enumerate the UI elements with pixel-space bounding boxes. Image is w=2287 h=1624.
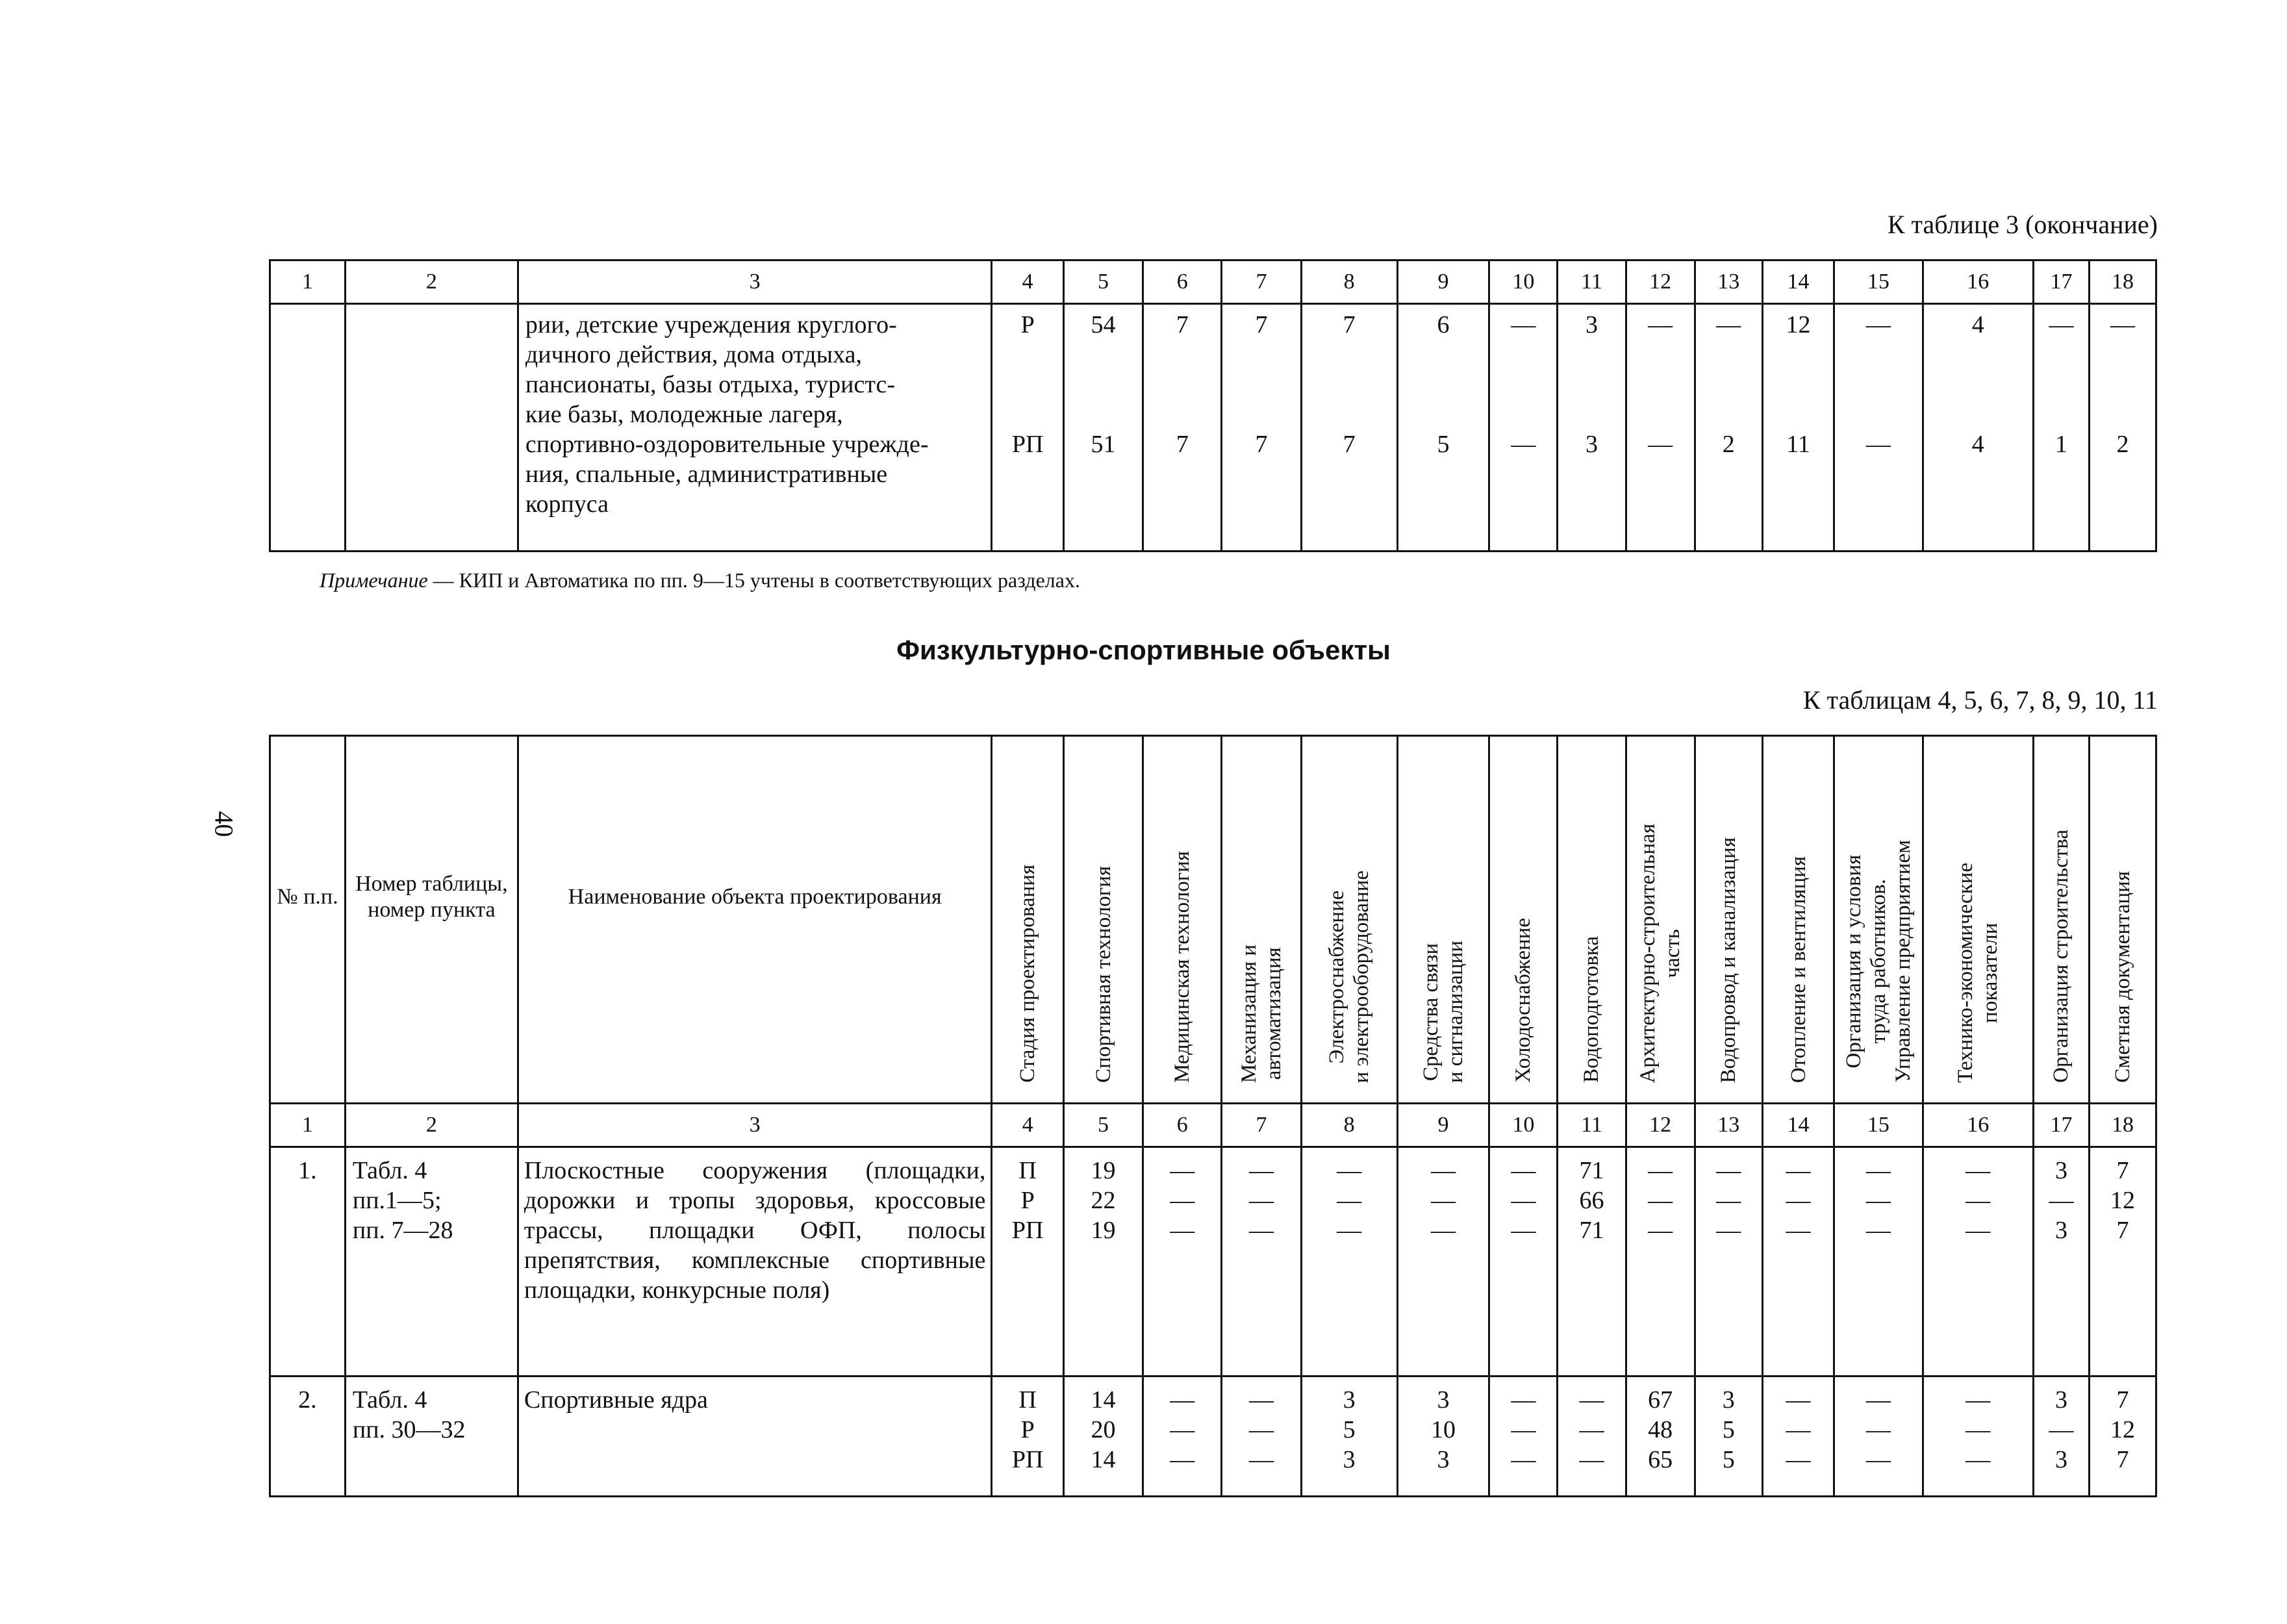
row-value: — — [1965, 1157, 1991, 1184]
table3-col-number: 13 — [1695, 260, 1762, 304]
row-value: — — [1865, 1446, 1891, 1473]
table3-description — [518, 304, 991, 552]
table4-col-number: 5 — [1063, 1104, 1143, 1147]
table4-col-number: 13 — [1695, 1104, 1762, 1147]
row-value: — — [2049, 1187, 2074, 1214]
row-value: 20 — [1091, 1416, 1116, 1443]
table3-value: 7 — [1176, 311, 1189, 338]
table3-value: 7 — [1176, 431, 1189, 458]
table4-col-number: 17 — [2034, 1104, 2090, 1147]
row-value: — — [1430, 1157, 1456, 1184]
note — [320, 568, 1080, 592]
row-value-cell — [1762, 1377, 1834, 1497]
row-value: — — [1865, 1386, 1891, 1414]
row-value: — — [1648, 1187, 1673, 1214]
table3-col-number: 12 — [1626, 260, 1695, 304]
row-value: 19 — [1091, 1217, 1116, 1244]
row-value-cell — [1695, 1377, 1762, 1497]
header-vertical — [1143, 736, 1222, 1104]
row-value: — — [1965, 1446, 1991, 1473]
row-value: — — [1170, 1416, 1195, 1443]
table3-value: — — [1865, 311, 1891, 338]
row-value: — — [1337, 1157, 1362, 1184]
header-vertical-text: Организация и условия труда работников. Управление предприятием — [1841, 840, 1915, 1083]
table3-value-cell — [1762, 304, 1834, 552]
header-vertical — [1762, 736, 1834, 1104]
header-vertical — [2034, 736, 2090, 1104]
table4-col-number: 12 — [1626, 1104, 1695, 1147]
row-value: — — [1648, 1157, 1673, 1184]
table3-caption: К таблице 3 (окончание) — [1887, 210, 2158, 239]
header-vertical-text: Стадия проектирования — [1016, 865, 1040, 1083]
table3-col-number: 14 — [1762, 260, 1834, 304]
row-value: — — [2049, 1416, 2074, 1443]
table4-caption: К таблицам 4, 5, 6, 7, 8, 9, 10, 11 — [1802, 685, 2158, 715]
header-vertical — [1626, 736, 1695, 1104]
row-value: 3 — [2054, 1217, 2067, 1244]
table3-value-cell — [1222, 304, 1301, 552]
header-vertical — [1489, 736, 1558, 1104]
row-stage: РП — [1011, 1446, 1044, 1473]
row-table-ref — [345, 1377, 518, 1497]
header-vertical-text: Спортивная технология — [1091, 866, 1115, 1083]
row-value-cell — [1626, 1147, 1695, 1377]
table3-value: 5 — [1437, 431, 1450, 458]
row-value: — — [1865, 1217, 1891, 1244]
row-value: — — [1511, 1187, 1536, 1214]
table3-value: — — [2110, 311, 2135, 338]
table3-cell-num — [270, 304, 346, 552]
row-value-cell — [2034, 1147, 2090, 1377]
table3-col-number: 1 — [270, 260, 346, 304]
table3-cell-ref — [345, 304, 518, 552]
row-value: — — [1170, 1446, 1195, 1473]
row-table-ref-line: пп.1—5; — [352, 1187, 442, 1214]
table3-col-number: 9 — [1397, 260, 1489, 304]
row-value: — — [1170, 1187, 1195, 1214]
table3-col-number: 10 — [1489, 260, 1558, 304]
row-value-cell — [1063, 1377, 1143, 1497]
header-table-ref: Номер таблицы, номер пункта — [345, 736, 518, 1104]
table3-col-number: 2 — [345, 260, 518, 304]
row-value: — — [1579, 1416, 1604, 1443]
header-vertical — [1063, 736, 1143, 1104]
row-value-cell — [2034, 1377, 2090, 1497]
table3-value: 11 — [1786, 431, 1810, 458]
table4-row — [270, 1377, 2156, 1497]
header-vertical — [1695, 736, 1762, 1104]
table3-description-line: корпуса — [525, 490, 609, 518]
table3-stage: Р — [1020, 311, 1035, 338]
header-vertical — [1301, 736, 1397, 1104]
row-value: — — [1249, 1187, 1274, 1214]
row-value: 65 — [1648, 1446, 1673, 1473]
table3-col-number: 17 — [2034, 260, 2090, 304]
table3-value-cell — [2034, 304, 2090, 552]
row-value: 3 — [1437, 1446, 1450, 1473]
table4-col-number: 9 — [1397, 1104, 1489, 1147]
table3-value: — — [1648, 431, 1673, 458]
row-number: 1. — [270, 1147, 346, 1377]
table3-value: — — [1511, 311, 1536, 338]
row-value: — — [1249, 1217, 1274, 1244]
header-num: № п.п. — [270, 736, 346, 1104]
row-value-cell — [1143, 1147, 1222, 1377]
table3-description-line: рии, детские учреждения круглого- — [525, 311, 897, 338]
table3-value-cell — [1143, 304, 1222, 552]
table3-col-number: 6 — [1143, 260, 1222, 304]
table4-col-number: 15 — [1834, 1104, 1923, 1147]
row-value: — — [1786, 1157, 1811, 1184]
row-value: 3 — [2054, 1157, 2067, 1184]
row-value: — — [1337, 1187, 1362, 1214]
row-value: — — [1249, 1157, 1274, 1184]
header-object-name: Наименование объекта проектирования — [518, 736, 991, 1104]
row-stages — [992, 1377, 1063, 1497]
table3-value-cell — [2089, 304, 2156, 552]
table3-value: 54 — [1091, 311, 1116, 338]
row-value: 3 — [1343, 1446, 1356, 1473]
row-value: 3 — [1437, 1386, 1450, 1414]
row-object-name: Плоскостные сооружения (площадки, дорожки и тропы здоровья, кроссовые трассы, площадки ОФП, полосы препятствия, комплексные спортивные площадки, конкурсные поля) — [518, 1147, 991, 1377]
table3-value: 1 — [2054, 431, 2067, 458]
header-vertical-text: Технико-экономические показатели — [1954, 863, 2003, 1083]
row-table-ref-line: Табл. 4 — [352, 1157, 427, 1184]
row-value: 48 — [1648, 1416, 1673, 1443]
table4-col-number: 8 — [1301, 1104, 1397, 1147]
row-value: — — [1716, 1157, 1741, 1184]
row-value: 3 — [1722, 1386, 1735, 1414]
row-value: — — [1579, 1446, 1604, 1473]
row-value-cell — [1558, 1147, 1626, 1377]
row-value-cell — [1489, 1147, 1558, 1377]
row-value: — — [1511, 1386, 1536, 1414]
row-value: — — [1716, 1187, 1741, 1214]
header-vertical-text: Механизация и автоматизация — [1237, 944, 1286, 1083]
row-value: 7 — [2116, 1386, 2129, 1414]
table4-col-number: 14 — [1762, 1104, 1834, 1147]
row-value: 3 — [1343, 1386, 1356, 1414]
row-stage: П — [1018, 1386, 1037, 1414]
table3-description-line: ния, спальные, административные — [525, 461, 888, 488]
table3-row — [270, 304, 2156, 552]
row-value: — — [1865, 1157, 1891, 1184]
table3-value: 12 — [1786, 311, 1811, 338]
row-value: 14 — [1091, 1446, 1116, 1473]
table3-continuation — [269, 259, 2157, 552]
row-value-cell — [1762, 1147, 1834, 1377]
row-value-cell — [1834, 1377, 1923, 1497]
row-value: 12 — [2110, 1416, 2135, 1443]
row-value: — — [1170, 1157, 1195, 1184]
row-table-ref-line: пп. 30—32 — [352, 1416, 466, 1443]
row-value-cell — [2089, 1147, 2156, 1377]
table4-col-number: 3 — [518, 1104, 991, 1147]
table3-value: — — [1511, 431, 1536, 458]
table3-col-number: 18 — [2089, 260, 2156, 304]
table3-value: 7 — [1255, 431, 1268, 458]
row-value: — — [1965, 1386, 1991, 1414]
header-vertical — [1222, 736, 1301, 1104]
table4-col-number: 2 — [345, 1104, 518, 1147]
table3-value: 3 — [1585, 431, 1598, 458]
row-value: — — [1786, 1416, 1811, 1443]
table3-stage: РП — [1011, 431, 1044, 458]
table4-col-number: 10 — [1489, 1104, 1558, 1147]
table3-value-cell — [1695, 304, 1762, 552]
table4-col-number: 1 — [270, 1104, 346, 1147]
row-stages — [992, 1147, 1063, 1377]
row-value: — — [1865, 1416, 1891, 1443]
row-table-ref-line: Табл. 4 — [352, 1386, 427, 1414]
row-value: 67 — [1648, 1386, 1673, 1414]
row-value: 5 — [1343, 1416, 1356, 1443]
table3-description-line: дичного действия, дома отдыха, — [525, 341, 863, 368]
table3-value-cell — [1489, 304, 1558, 552]
page-number: 40 — [209, 811, 239, 837]
header-vertical-text: Медицинская технология — [1170, 850, 1194, 1083]
table4-col-number: 7 — [1222, 1104, 1301, 1147]
row-value: — — [1786, 1386, 1811, 1414]
row-value: — — [1511, 1446, 1536, 1473]
table3-description-line: кие базы, молодежные лагеря, — [525, 401, 843, 428]
table3-value: 7 — [1343, 311, 1356, 338]
row-value: 7 — [2116, 1157, 2129, 1184]
row-value: — — [1965, 1187, 1991, 1214]
row-value: — — [1648, 1217, 1673, 1244]
row-value: 3 — [2054, 1446, 2067, 1473]
row-value: — — [1786, 1446, 1811, 1473]
row-value: 7 — [2116, 1217, 2129, 1244]
row-table-ref — [345, 1147, 518, 1377]
table3-value: 7 — [1255, 311, 1268, 338]
row-value: 5 — [1722, 1446, 1735, 1473]
row-value-cell — [1397, 1377, 1489, 1497]
row-value-cell — [1558, 1377, 1626, 1497]
row-value-cell — [1222, 1377, 1301, 1497]
table3-value-cell — [1923, 304, 2034, 552]
row-stage: РП — [1011, 1217, 1044, 1244]
table3-value-cell — [1626, 304, 1695, 552]
table3-col-number: 4 — [992, 260, 1063, 304]
table4-col-number: 18 — [2089, 1104, 2156, 1147]
header-vertical — [1397, 736, 1489, 1104]
row-value: — — [1965, 1217, 1991, 1244]
row-value: — — [1965, 1416, 1991, 1443]
row-value: 14 — [1091, 1386, 1116, 1414]
row-value-cell — [1923, 1147, 2034, 1377]
row-value: 22 — [1091, 1187, 1116, 1214]
table4-column-numbers — [270, 1104, 2156, 1147]
row-value: 5 — [1722, 1416, 1735, 1443]
table3-value: 6 — [1437, 311, 1450, 338]
row-value-cell — [1695, 1147, 1762, 1377]
row-value-cell — [1397, 1147, 1489, 1377]
row-value: 19 — [1091, 1157, 1116, 1184]
row-value-cell — [1834, 1147, 1923, 1377]
row-value-cell — [1626, 1377, 1695, 1497]
row-value: — — [1511, 1416, 1536, 1443]
row-value: — — [1337, 1217, 1362, 1244]
table3-col-number: 5 — [1063, 260, 1143, 304]
row-value: 71 — [1579, 1217, 1604, 1244]
row-value: 10 — [1430, 1416, 1456, 1443]
row-value: — — [1579, 1386, 1604, 1414]
row-value-cell — [1143, 1377, 1222, 1497]
row-value: — — [1511, 1157, 1536, 1184]
table4-col-number: 11 — [1558, 1104, 1626, 1147]
row-stage: Р — [1020, 1187, 1035, 1214]
row-value: — — [1786, 1217, 1811, 1244]
row-value-cell — [1222, 1147, 1301, 1377]
row-value: — — [1716, 1217, 1741, 1244]
table3-stage-cell — [992, 304, 1063, 552]
table4-header-row — [270, 736, 2156, 1104]
header-vertical — [1558, 736, 1626, 1104]
header-vertical-text: Электроснабжение и электрооборудование — [1325, 870, 1374, 1083]
table3-value: 4 — [1971, 431, 1984, 458]
header-vertical-text: Организация строительства — [2049, 830, 2073, 1083]
row-value: — — [1249, 1416, 1274, 1443]
table3-value: — — [1865, 431, 1891, 458]
table3-value-cell — [1558, 304, 1626, 552]
row-value: — — [1170, 1386, 1195, 1414]
table3-value-cell — [1301, 304, 1397, 552]
table3-value-cell — [1397, 304, 1489, 552]
note-text: — КИП и Автоматика по пп. 9—15 учтены в соответствующих разделах. — [427, 568, 1080, 592]
header-vertical-text: Отопление и вентиляция — [1786, 856, 1810, 1083]
section-title: Физкультурно-спортивные объекты — [896, 635, 1391, 665]
row-value-cell — [1489, 1377, 1558, 1497]
table3-value: 7 — [1343, 431, 1356, 458]
table4-col-number: 6 — [1143, 1104, 1222, 1147]
header-vertical-text: Сметная документация — [2110, 871, 2134, 1083]
table4-row — [270, 1147, 2156, 1377]
table4-sports-objects — [269, 735, 2157, 1497]
header-vertical-text: Холодоснабжение — [1511, 918, 1535, 1083]
row-value: 12 — [2110, 1187, 2135, 1214]
header-vertical — [2089, 736, 2156, 1104]
header-vertical-text: Архитектурно-строительная часть — [1636, 823, 1685, 1083]
row-value: 3 — [2054, 1386, 2067, 1414]
table3-value-cell — [1063, 304, 1143, 552]
table3-col-number: 3 — [518, 260, 991, 304]
table3-description-line: спортивно-оздоровительные учрежде- — [525, 431, 929, 458]
table4-col-number: 16 — [1923, 1104, 2034, 1147]
table3-value: — — [1716, 311, 1741, 338]
note-label: Примечание — [320, 568, 428, 592]
row-value: — — [1430, 1217, 1456, 1244]
table3-value: 51 — [1091, 431, 1116, 458]
row-stage: Р — [1020, 1416, 1035, 1443]
table3-value: — — [2049, 311, 2074, 338]
table3-col-number: 15 — [1834, 260, 1923, 304]
row-value: — — [1170, 1217, 1195, 1244]
header-vertical-text: Средства связи и сигнализации — [1419, 940, 1467, 1083]
row-value-cell — [1301, 1147, 1397, 1377]
row-value: — — [1865, 1187, 1891, 1214]
table3-value: 3 — [1585, 311, 1598, 338]
row-value: — — [1786, 1187, 1811, 1214]
header-vertical-text: Водоподготовка — [1580, 936, 1604, 1083]
table4-col-number: 4 — [992, 1104, 1063, 1147]
row-value: 7 — [2116, 1446, 2129, 1473]
row-value-cell — [1923, 1377, 2034, 1497]
row-value-cell — [2089, 1377, 2156, 1497]
table3-value-cell — [1834, 304, 1923, 552]
row-value: — — [1511, 1217, 1536, 1244]
row-stage: П — [1018, 1157, 1037, 1184]
table3-col-number: 16 — [1923, 260, 2034, 304]
row-object-name: Спортивные ядра — [518, 1377, 991, 1497]
header-vertical — [992, 736, 1063, 1104]
row-number: 2. — [270, 1377, 346, 1497]
table3-description-line: пансионаты, базы отдыха, туристс- — [525, 371, 895, 398]
table3-col-number: 7 — [1222, 260, 1301, 304]
row-value: 71 — [1579, 1157, 1604, 1184]
row-value: 66 — [1579, 1187, 1604, 1214]
table3-column-numbers — [270, 260, 2156, 304]
header-vertical — [1923, 736, 2034, 1104]
table3-col-number: 8 — [1301, 260, 1397, 304]
table3-value: — — [1648, 311, 1673, 338]
row-value: — — [1249, 1386, 1274, 1414]
row-table-ref-line: пп. 7—28 — [352, 1217, 453, 1244]
header-vertical — [1834, 736, 1923, 1104]
table3-value: 4 — [1971, 311, 1984, 338]
table3-value: 2 — [1722, 431, 1735, 458]
row-value-cell — [1063, 1147, 1143, 1377]
table3-value: 2 — [2116, 431, 2129, 458]
row-value-cell — [1301, 1377, 1397, 1497]
table3-col-number: 11 — [1558, 260, 1626, 304]
header-vertical-text: Водопровод и канализация — [1717, 837, 1741, 1083]
row-value: — — [1430, 1187, 1456, 1214]
row-value: — — [1249, 1446, 1274, 1473]
